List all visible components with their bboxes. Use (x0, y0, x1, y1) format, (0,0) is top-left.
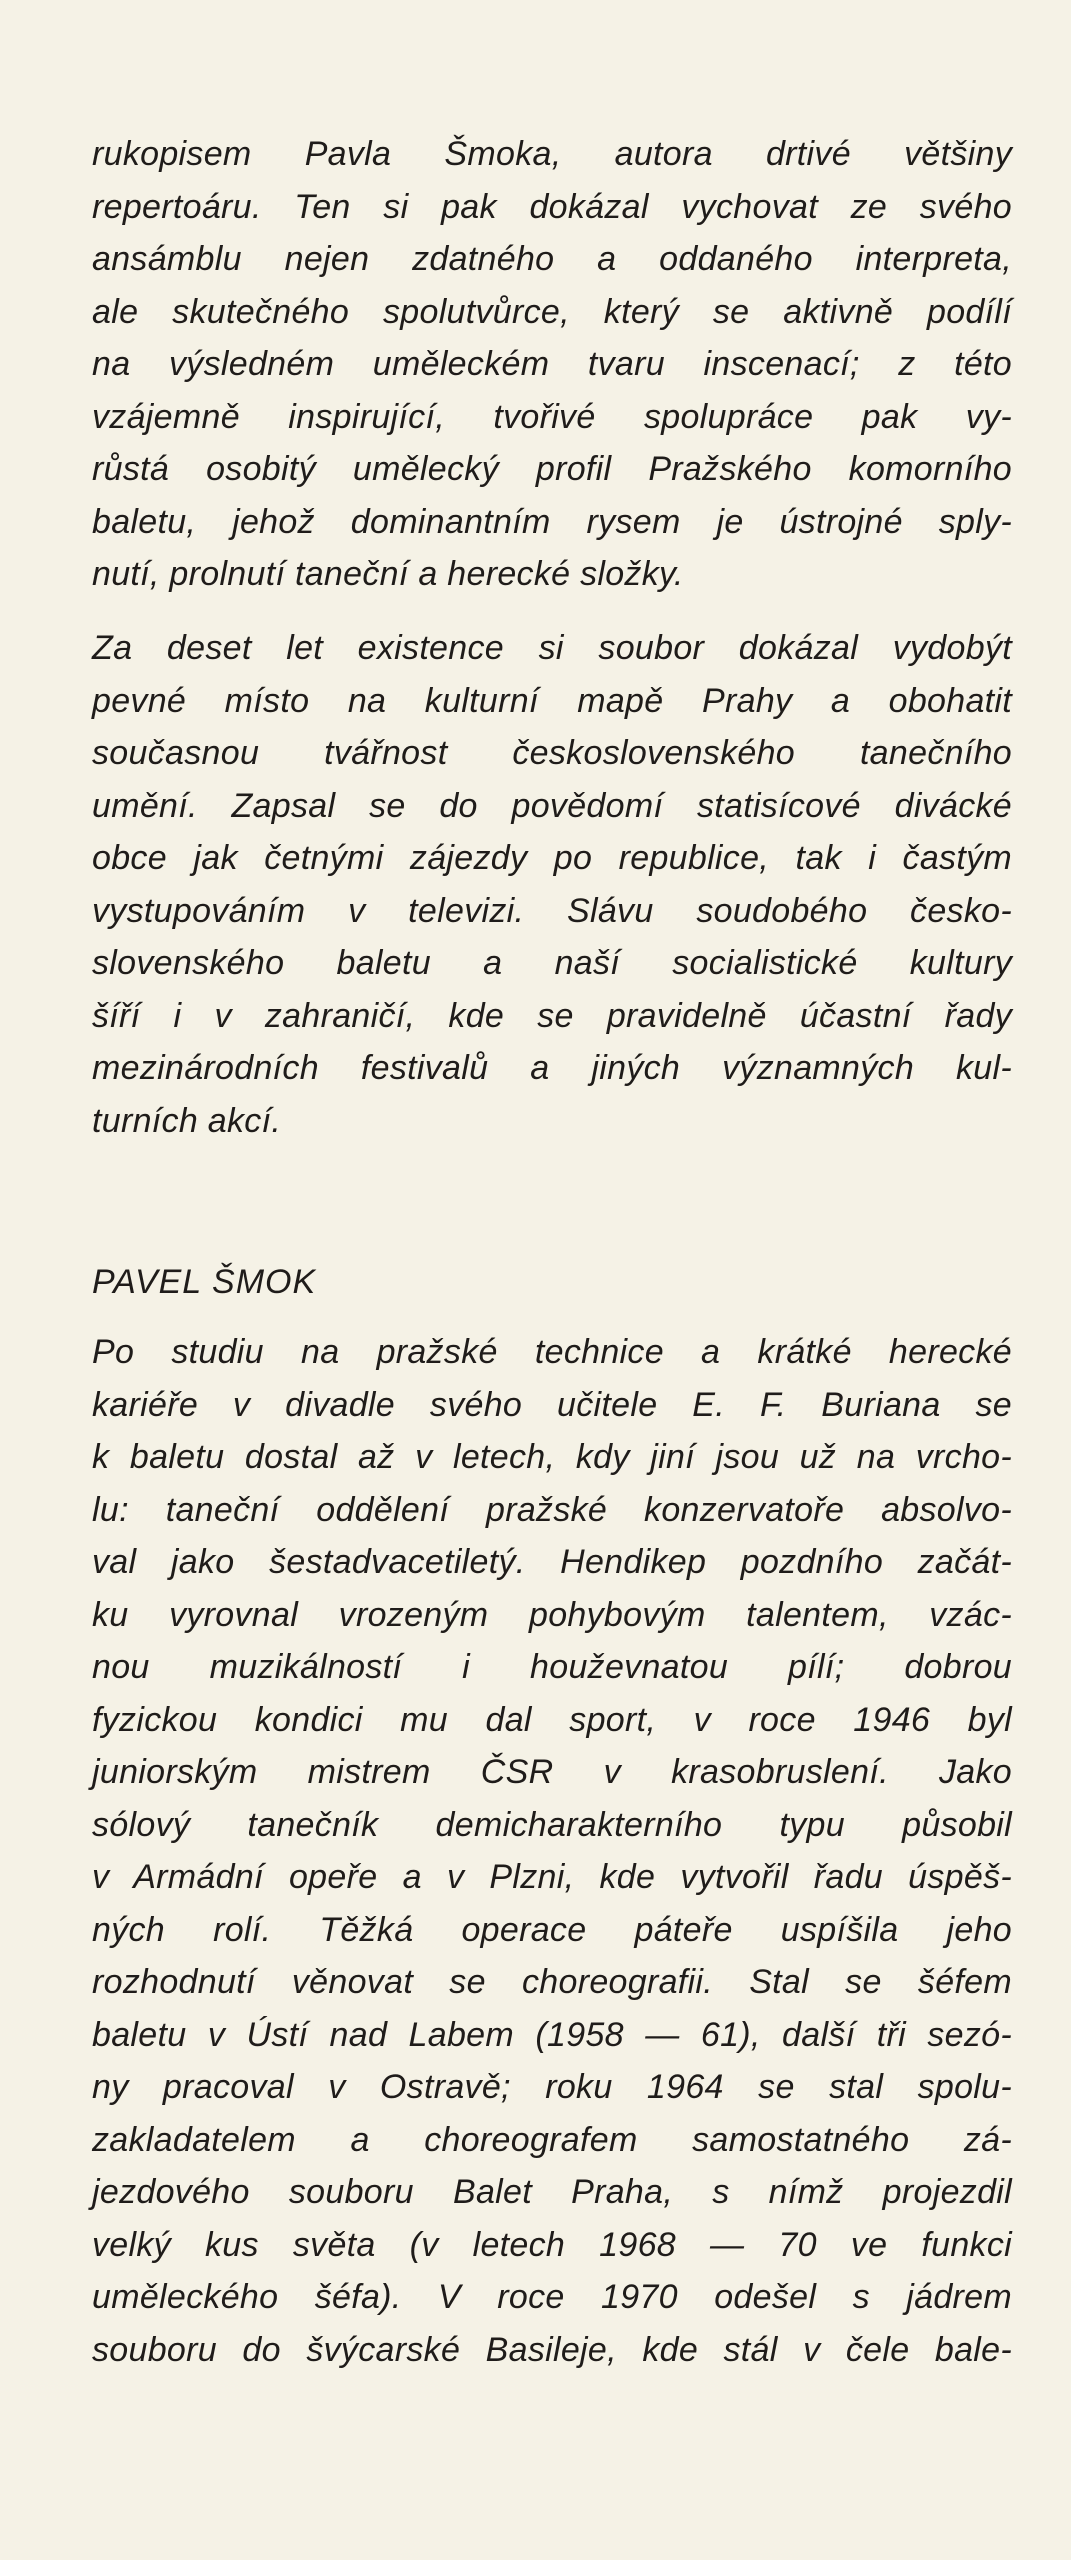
text-line: rozhodnutí věnovat se choreografii. Stal se šéfem (92, 1963, 1012, 2001)
text-line: kariéře v divadle svého učitele E. F. Buriana se (92, 1385, 1012, 1424)
text-line: repertoáru. Ten si pak dokázal vychovat ze svého (92, 187, 1012, 226)
text-line: jezdového souboru Balet Praha, s nímž projezdil (92, 2173, 1012, 2211)
text-line: souboru do švýcarské Basileje, kde stál v čele bale- (92, 2330, 1012, 2369)
text-line: vystupováním v televizi. Slávu soudobého česko- (92, 891, 1012, 930)
text-line: nutí, prolnutí taneční a herecké složky. (92, 555, 684, 593)
text-line: turních akcí. (92, 1101, 282, 1140)
text-line: lu: taneční oddělení pražské konzervatoře absolvo- (92, 1490, 1012, 1529)
text-line: rukopisem Pavla Šmoka, autora drtivé většiny (92, 135, 1012, 173)
text-line: baletu, jehož dominantním rysem je ústrojné sply- (92, 502, 1012, 541)
text-line: šíří i v zahraničí, kde se pravidelně účastní řady (92, 996, 1012, 1035)
text-line: juniorským mistrem ČSR v krasobruslení. Jako (92, 1753, 1012, 1791)
text-line: vzájemně inspirující, tvořivé spolupráce pak vy- (92, 397, 1012, 436)
text-line: val jako šestadvacetiletý. Hendikep pozdního začát- (92, 1543, 1012, 1581)
text-line: obce jak četnými zájezdy po republice, tak i častým (92, 839, 1012, 877)
text-line: nou muzikálností i houževnatou pílí; dobrou (92, 1648, 1012, 1686)
text-line: ku vyrovnal vrozeným pohybovým talentem, vzác- (92, 1595, 1012, 1634)
text-line: sólový tanečník demicharakterního typu působil (92, 1805, 1012, 1844)
section-heading: PAVEL ŠMOK (92, 1263, 317, 1301)
text-line: v Armádní opeře a v Plzni, kde vytvořil řadu úspěš- (92, 1858, 1012, 1896)
text-line: slovenského baletu a naší socialistické kultury (92, 944, 1012, 982)
text-line: baletu v Ústí nad Labem (1958 — 61), další tři sezó- (92, 2015, 1012, 2054)
text-line: fyzickou kondici mu dal sport, v roce 1946 byl (92, 1700, 1012, 1739)
text-line: ny pracoval v Ostravě; roku 1964 se stal spolu- (92, 2068, 1012, 2106)
text-line: ale skutečného spolutvůrce, který se aktivně podílí (92, 292, 1012, 331)
text-line: velký kus světa (v letech 1968 — 70 ve funkci (92, 2225, 1012, 2264)
text-line: uměleckého šéfa). V roce 1970 odešel s jádrem (92, 2278, 1012, 2316)
text-line: na výsledném uměleckém tvaru inscenací; z této (92, 345, 1012, 383)
text-line: ných rolí. Těžká operace páteře uspíšila jeho (92, 1910, 1012, 1949)
text-line: růstá osobitý umělecký profil Pražského komorního (92, 450, 1012, 488)
text-line: pevné místo na kulturní mapě Prahy a obohatit (92, 681, 1012, 720)
text-line: Po studiu na pražské technice a krátké herecké (92, 1333, 1012, 1371)
text-line: Za deset let existence si soubor dokázal vydobýt (92, 629, 1012, 667)
text-line: umění. Zapsal se do povědomí statisícové divácké (92, 786, 1012, 825)
text-line: mezinárodních festivalů a jiných významných kul- (92, 1049, 1012, 1087)
text-line: ansámblu nejen zdatného a oddaného interpreta, (92, 240, 1012, 278)
text-line: současnou tvářnost československého tanečního (92, 734, 1012, 772)
text-line: zakladatelem a choreografem samostatného zá- (92, 2120, 1012, 2159)
text-line: k baletu dostal až v letech, kdy jiní jsou už na vrcho- (92, 1438, 1012, 1476)
